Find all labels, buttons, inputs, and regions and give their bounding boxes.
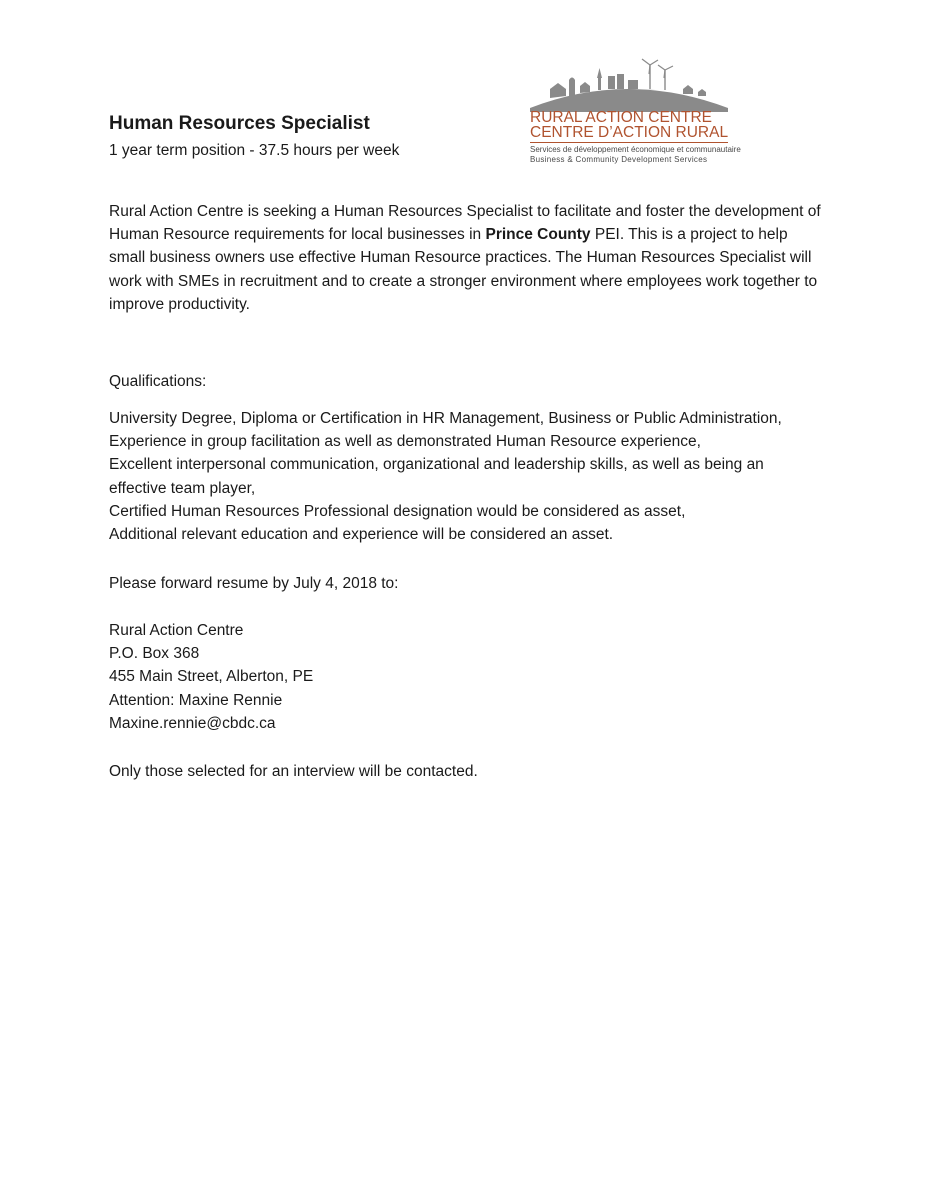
logo-name-french: CENTRE D’ACTION RURAL (530, 124, 729, 141)
intro-location-bold: Prince County (485, 226, 591, 244)
title-block (109, 111, 509, 163)
qualification-item: Excellent interpersonal communication, organizational and leadership skills, as well as being an effective team player, (109, 456, 764, 497)
address-attention: Attention: Maxine Rennie (109, 691, 283, 709)
address-po-box: P.O. Box 368 (109, 645, 200, 663)
address-street: 455 Main Street, Alberton, PE (109, 668, 314, 686)
qualification-item: Experience in group facilitation as well as demonstrated Human Resource experience, (109, 433, 701, 451)
address-email: Maxine.rennie@cbdc.ca (109, 714, 276, 732)
qualification-item: Additional relevant education and experience will be considered an asset. (109, 526, 614, 544)
closing-note: Only those selected for an interview will be contacted. (109, 763, 478, 780)
address-org: Rural Action Centre (109, 622, 244, 639)
logo-tagline-french: Services de développement économique et communautaire (530, 145, 741, 154)
logo-divider (530, 142, 728, 143)
mailing-address (109, 619, 824, 735)
skyline-icon (528, 56, 733, 112)
intro-text-part2: PEI. This is a project to help small business owners use effective Human Resource practices. The Human Resources Specialist will work with SMEs in recruitment and to create a stronger environment where employees work together to improve productivity. (109, 226, 818, 313)
intro-text-part1: Rural Action Centre is seeking a Human Resources Specialist to facilitate and foster the development of Human Resource requirements for local businesses in (109, 203, 821, 244)
forward-instruction: Please forward resume by July 4, 2018 to: (109, 575, 399, 592)
rural-action-centre-logo (528, 56, 741, 172)
qualifications-heading: Qualifications: (109, 373, 207, 390)
position-subtitle: 1 year term position - 37.5 hours per week (109, 142, 400, 159)
page-title: Human Resources Specialist (109, 113, 370, 134)
intro-paragraph (109, 200, 824, 316)
qualifications-list (109, 407, 824, 546)
qualification-item: University Degree, Diploma or Certification in HR Management, Business or Public Administration, (109, 410, 782, 427)
qualification-item: Certified Human Resources Professional designation would be considered as asset, (109, 502, 686, 520)
logo-tagline-english: Business & Community Development Services (530, 155, 708, 164)
logo-name-english: RURAL ACTION CENTRE (530, 109, 713, 126)
